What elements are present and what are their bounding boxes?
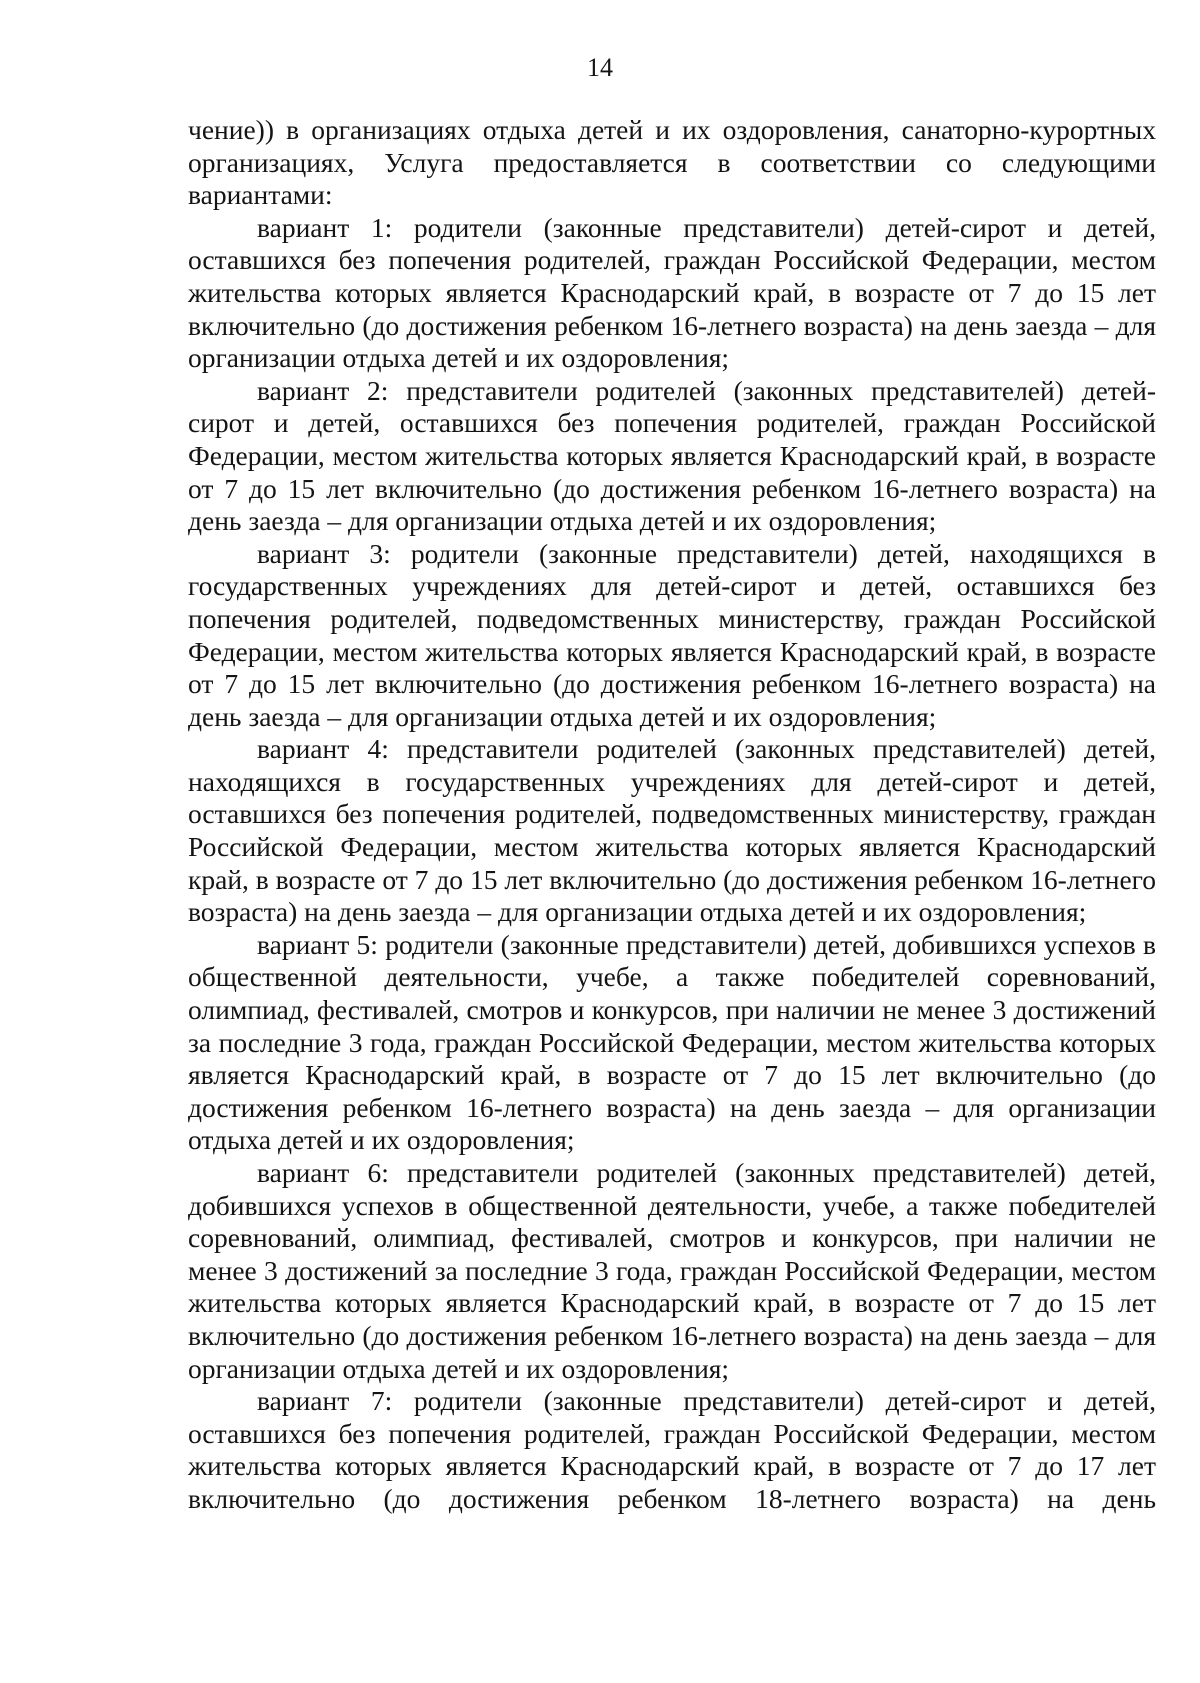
paragraph-variant-3: вариант 3: родители (законные представители) детей, находящихся в государственных учреждениях для детей-сирот и детей, оставшихся без попечения родителей, подведомственных министерству, граждан Российской Федерации, местом жительства которых является Краснодарский край, в возрасте от 7 до 15 лет включительно (до достижения ребенком 16-летнего возраста) на день заезда – для организации отдыха детей и их оздоровления;: [188, 537, 1156, 732]
paragraph-variant-1: вариант 1: родители (законные представители) детей-сирот и детей, оставшихся без попечения родителей, граждан Российской Федерации, местом жительства которых является Краснодарский край, в возрасте от 7 до 15 лет включительно (до достижения ребенком 16-летнего возраста) на день заезда – для организации отдыха детей и их оздоровления;: [188, 211, 1156, 374]
paragraph-variant-5: вариант 5: родители (законные представители) детей, добившихся успехов в общественной деятельности, учебе, а также победителей соревнований, олимпиад, фестивалей, смотров и конкурсов, при наличии не менее 3 достижений за последние 3 года, граждан Российской Федерации, местом жительства которых является Краснодарский край, в возрасте от 7 до 15 лет включительно (до достижения ребенком 16-летнего возраста) на день заезда – для организации отдыха детей и их оздоровления;: [188, 928, 1156, 1156]
paragraph-variant-6: вариант 6: представители родителей (законных представителей) детей, добившихся успехов в общественной деятельности, учебе, а также победителей соревнований, олимпиад, фестивалей, смотров и конкурсов, при наличии не менее 3 достижений за последние 3 года, граждан Российской Федерации, местом жительства которых является Краснодарский край, в возрасте от 7 до 15 лет включительно (до достижения ребенком 16-летнего возраста) на день заезда – для организации отдыха детей и их оздоровления;: [188, 1157, 1156, 1384]
page-number: 14: [587, 53, 613, 82]
paragraph-variant-4: вариант 4: представители родителей (законных представителей) детей, находящихся в государственных учреждениях для детей-сирот и детей, оставшихся без попечения родителей, подведомственных министерству, граждан Российской Федерации, местом жительства которых является Краснодарский край, в возрасте от 7 до 15 лет включительно (до достижения ребенком 16-летнего возраста) на день заезда – для организации отдыха детей и их оздоровления;: [188, 733, 1156, 928]
paragraph-variant-7: вариант 7: родители (законные представители) детей-сирот и детей, оставшихся без попечения родителей, граждан Российской Федерации, местом жительства которых является Краснодарский край, в возрасте от 7 до 17 лет включительно (до достижения ребенком 18-летнего возраста) на день: [188, 1385, 1156, 1514]
paragraph-continuation: чение)) в организациях отдыха детей и их оздоровления, санаторно-курортных организациях, Услуга предоставляется в соответствии со следующими вариантами:: [188, 114, 1156, 211]
paragraph-variant-2: вариант 2: представители родителей (законных представителей) детей-сирот и детей, оставшихся без попечения родителей, граждан Российской Федерации, местом жительства которых является Краснодарский край, в возрасте от 7 до 15 лет включительно (до достижения ребенком 16-летнего возраста) на день заезда – для организации отдыха детей и их оздоровления;: [188, 374, 1156, 537]
document-body: [188, 114, 1156, 1516]
